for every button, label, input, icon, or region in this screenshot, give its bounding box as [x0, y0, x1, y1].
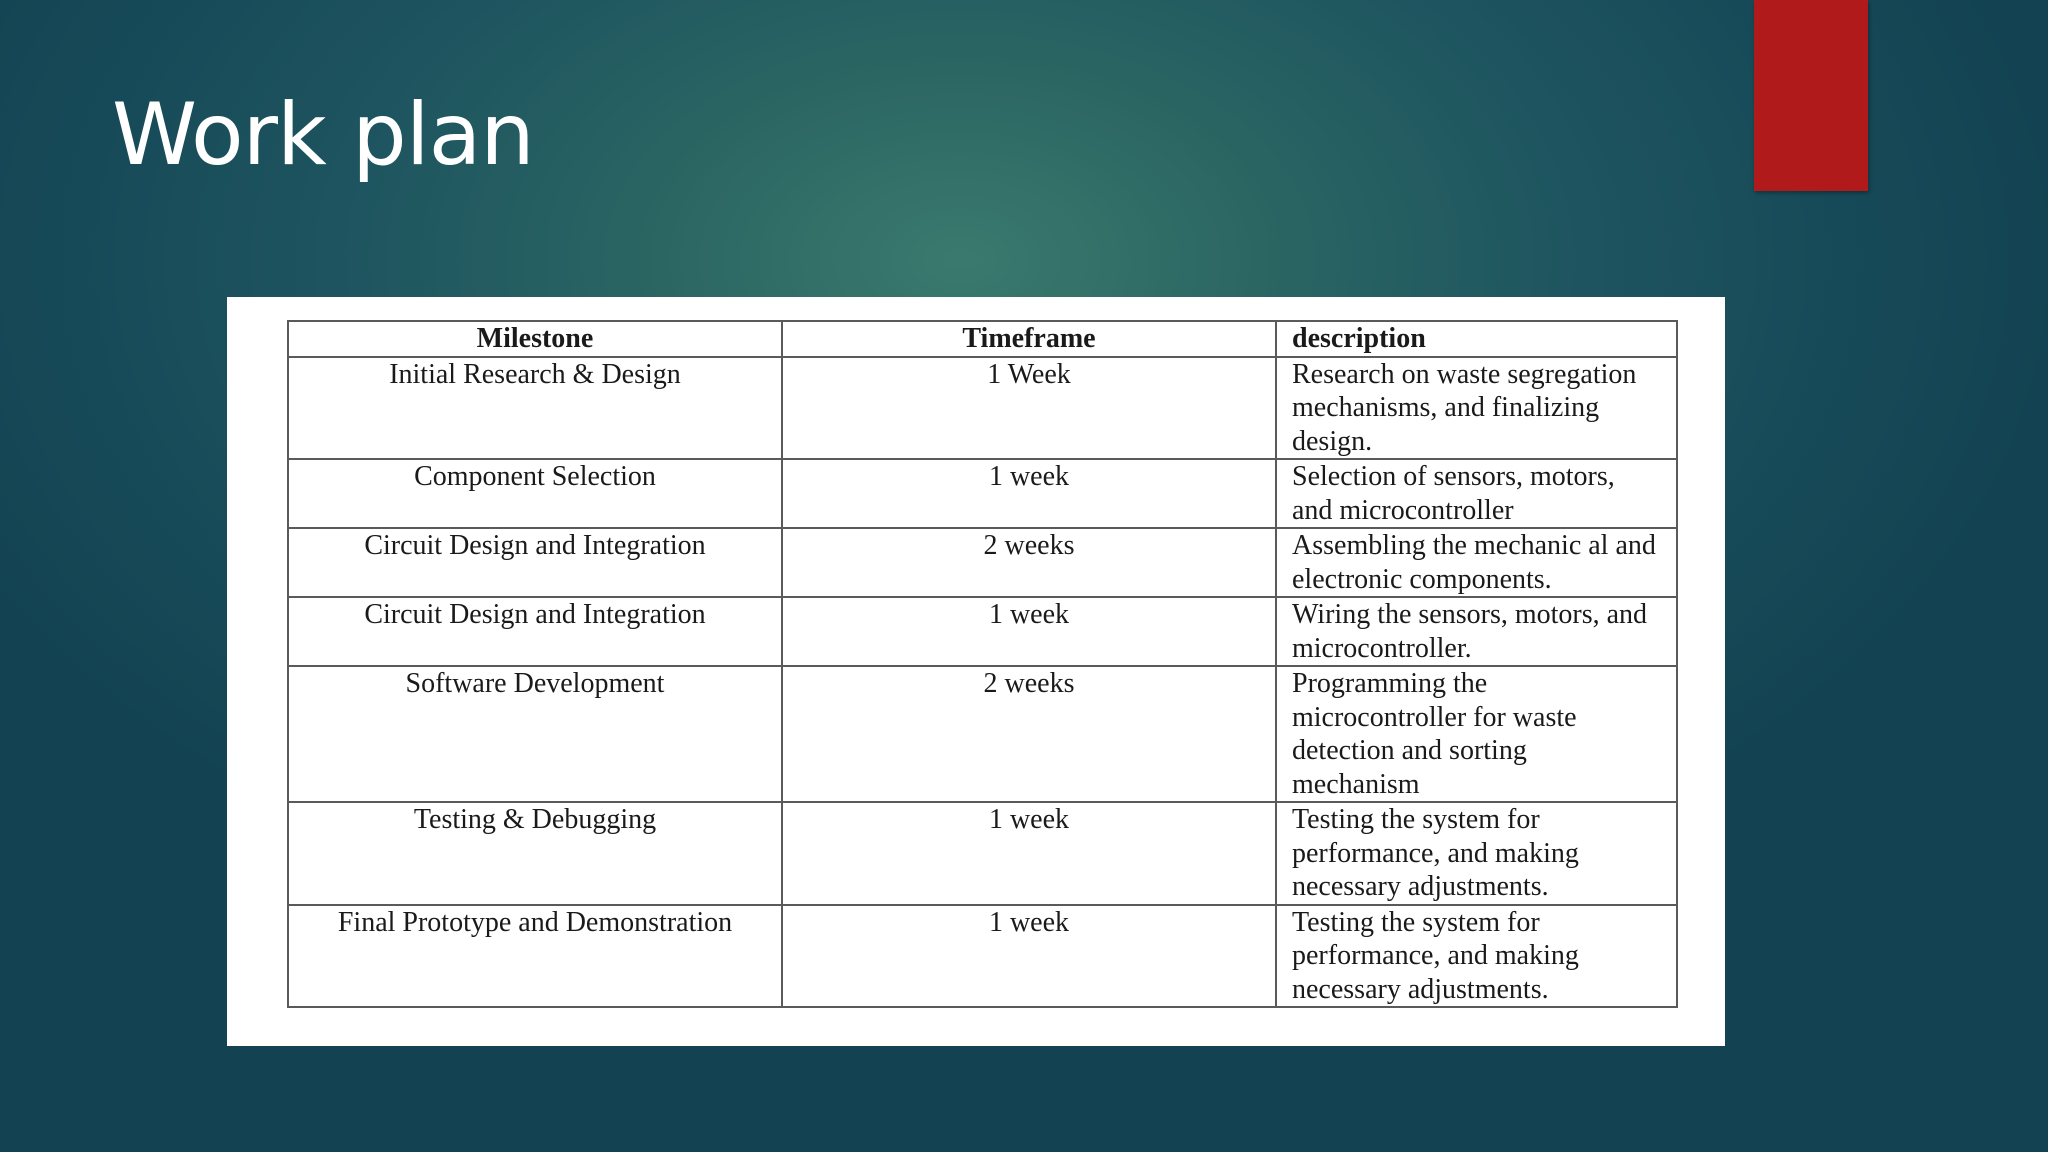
- timeframe-cell: 1 week: [782, 905, 1276, 1008]
- work-plan-table: [287, 320, 1678, 1008]
- description-cell: Testing the system for performance, and making necessary adjustments.: [1276, 905, 1677, 1008]
- timeframe-cell: 2 weeks: [782, 528, 1276, 597]
- table-row: [288, 528, 1677, 597]
- milestone-cell: Software Development: [288, 666, 782, 802]
- header-timeframe: Timeframe: [782, 321, 1276, 357]
- table-row: [288, 597, 1677, 666]
- timeframe-cell: 1 week: [782, 597, 1276, 666]
- description-cell: Wiring the sensors, motors, and microcontroller.: [1276, 597, 1677, 666]
- timeframe-cell: 2 weeks: [782, 666, 1276, 802]
- accent-bar: [1754, 0, 1868, 191]
- milestone-cell: Testing & Debugging: [288, 802, 782, 905]
- description-cell: Selection of sensors, motors, and microcontroller: [1276, 459, 1677, 528]
- table-row: [288, 357, 1677, 460]
- description-cell: Testing the system for performance, and making necessary adjustments.: [1276, 802, 1677, 905]
- milestone-cell: Circuit Design and Integration: [288, 597, 782, 666]
- table-row: [288, 802, 1677, 905]
- header-description: description: [1276, 321, 1677, 357]
- slide-title: Work plan: [112, 85, 534, 185]
- timeframe-cell: 1 week: [782, 459, 1276, 528]
- milestone-cell: Initial Research & Design: [288, 357, 782, 460]
- table-row: [288, 666, 1677, 802]
- milestone-cell: Final Prototype and Demonstration: [288, 905, 782, 1008]
- milestone-cell: Component Selection: [288, 459, 782, 528]
- header-milestone: Milestone: [288, 321, 782, 357]
- description-cell: Research on waste segregation mechanisms, and finalizing design.: [1276, 357, 1677, 460]
- table-header-row: [288, 321, 1677, 357]
- table-row: [288, 905, 1677, 1008]
- table-row: [288, 459, 1677, 528]
- description-cell: Assembling the mechanic al and electronic components.: [1276, 528, 1677, 597]
- milestone-cell: Circuit Design and Integration: [288, 528, 782, 597]
- timeframe-cell: 1 week: [782, 802, 1276, 905]
- table-image-panel: [227, 297, 1725, 1046]
- description-cell: Programming the microcontroller for waste detection and sorting mechanism: [1276, 666, 1677, 802]
- timeframe-cell: 1 Week: [782, 357, 1276, 460]
